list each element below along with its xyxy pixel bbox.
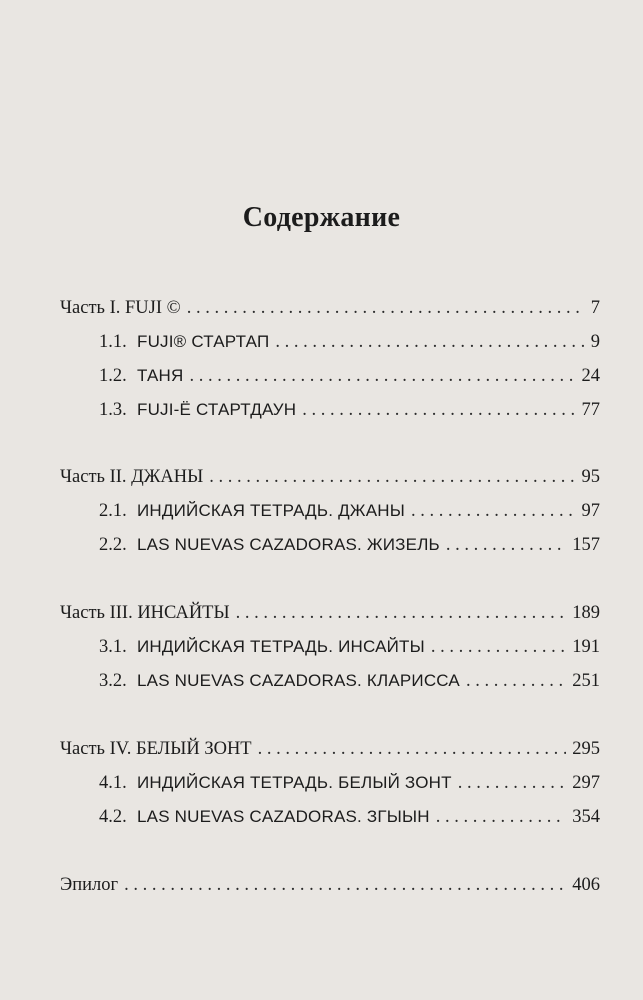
toc-label: Часть IV. БЕЛЫЙ ЗОНТ (60, 739, 252, 759)
toc-label: ИНДИЙСКАЯ ТЕТРАДЬ. ДЖАНЫ (137, 501, 405, 520)
dot-leader (236, 603, 567, 624)
toc-label: LAS NUEVAS CAZADORAS. ЗГЫЫН (137, 807, 430, 826)
toc-page-number: 24 (581, 366, 600, 386)
toc-label: Часть II. ДЖАНЫ (60, 467, 204, 487)
dot-leader (446, 535, 566, 556)
toc-entry (99, 535, 600, 556)
toc-page-number: 354 (572, 807, 600, 827)
toc-entry (60, 739, 600, 760)
toc-entry (60, 467, 600, 488)
dot-leader (302, 400, 575, 421)
toc-label: Эпилог (60, 875, 119, 895)
toc-page-number: 406 (572, 875, 600, 895)
dot-leader (436, 807, 567, 828)
toc-label: LAS NUEVAS CAZADORAS. КЛАРИССА (137, 671, 460, 690)
dot-leader (258, 739, 567, 760)
dot-leader (124, 875, 566, 896)
dot-leader (209, 467, 575, 488)
toc-number: 1.2. (99, 366, 127, 386)
toc-label: ИНДИЙСКАЯ ТЕТРАДЬ. БЕЛЫЙ ЗОНТ (137, 773, 452, 792)
toc-entry (99, 501, 600, 522)
toc-entry (99, 773, 600, 794)
toc-number: 4.2. (99, 807, 127, 827)
toc-number: 2.2. (99, 535, 127, 555)
toc-page-number: 251 (572, 671, 600, 691)
toc-number: 1.1. (99, 332, 127, 352)
toc-entry (99, 400, 600, 421)
toc-entry (99, 671, 600, 692)
dot-leader (187, 298, 585, 319)
toc-page-number: 191 (572, 637, 600, 657)
toc-number: 2.1. (99, 501, 127, 521)
toc-label: ИНДИЙСКАЯ ТЕТРАДЬ. ИНСАЙТЫ (137, 637, 425, 656)
toc-page-number: 97 (581, 501, 600, 521)
toc-entry (60, 603, 600, 624)
toc-entry (60, 875, 600, 896)
toc-page-number: 77 (581, 400, 600, 420)
dot-leader (275, 332, 584, 353)
dot-leader (458, 773, 567, 794)
toc-label: ТАНЯ (137, 366, 184, 385)
dot-leader (466, 671, 566, 692)
bleed-through-line (0, 14, 643, 32)
toc-label: LAS NUEVAS CAZADORAS. ЖИЗЕЛЬ (137, 535, 440, 554)
toc-number: 3.2. (99, 671, 127, 691)
toc-page-number: 297 (572, 773, 600, 793)
toc-label: Часть I. FUJI © (60, 298, 181, 318)
toc-entry (99, 366, 600, 387)
page-title: Содержание (242, 202, 401, 233)
toc-entry (99, 637, 600, 658)
toc-page-number: 95 (581, 467, 600, 487)
toc-number: 1.3. (99, 400, 127, 420)
dot-leader (190, 366, 576, 387)
toc-label: FUJI® СТАРТАП (137, 332, 270, 351)
dot-leader (411, 501, 576, 522)
toc-page-number: 295 (572, 739, 600, 759)
toc-page-number: 9 (590, 332, 600, 352)
dot-leader (431, 637, 566, 658)
toc-page-number: 7 (590, 298, 600, 318)
toc-page-number: 157 (572, 535, 600, 555)
toc-number: 3.1. (99, 637, 127, 657)
toc-label: FUJI-Ё СТАРТДАУН (137, 400, 297, 419)
toc-page-number: 189 (572, 603, 600, 623)
toc-number: 4.1. (99, 773, 127, 793)
toc-entry (99, 332, 600, 353)
toc-entry (99, 807, 600, 828)
toc-label: Часть III. ИНСАЙТЫ (60, 603, 230, 623)
toc-entry (60, 298, 600, 319)
